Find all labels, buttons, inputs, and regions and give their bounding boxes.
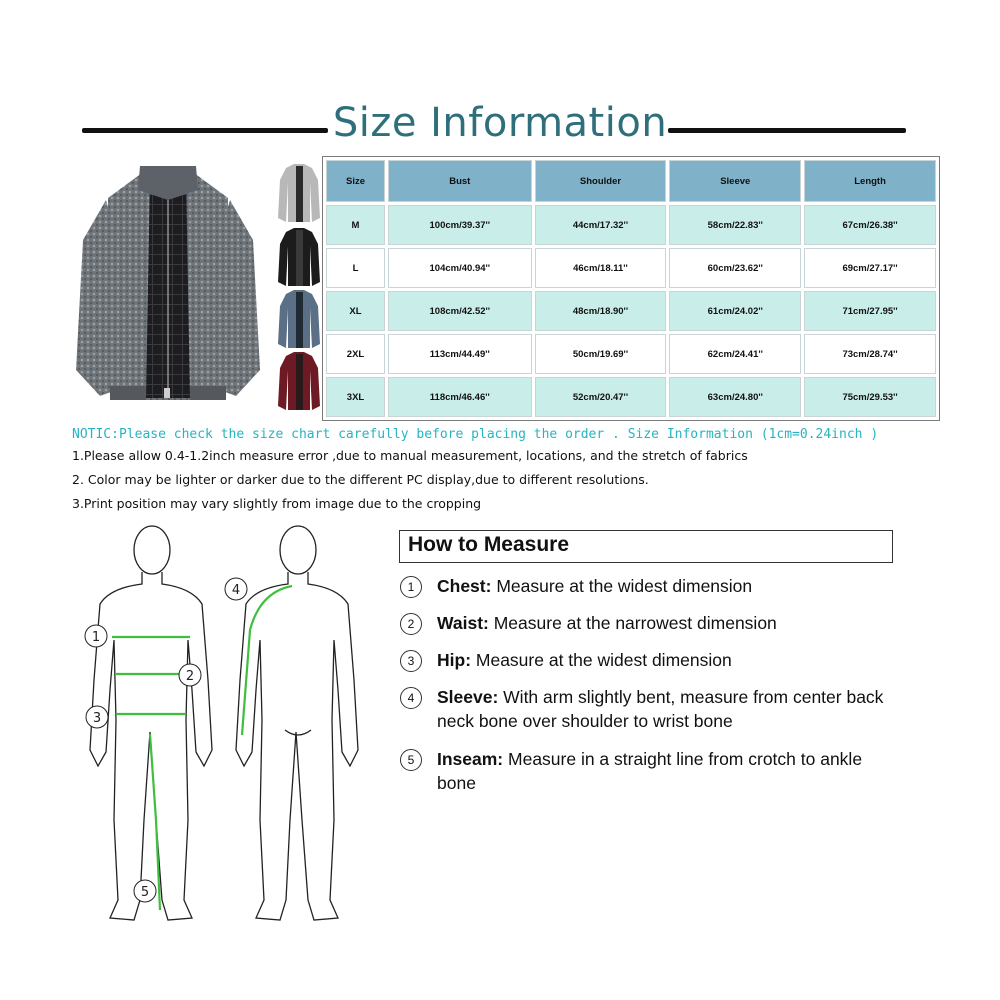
- cell-shoulder: 50cm/19.69'': [535, 334, 667, 374]
- table-row: [326, 291, 936, 331]
- measure-number: 5: [400, 749, 422, 771]
- cell-bust: 108cm/42.52'': [388, 291, 532, 331]
- body-measurement-diagram: [70, 520, 380, 940]
- gray-zip-cardigan-image: [68, 160, 268, 410]
- title-rule-left: [82, 128, 328, 133]
- cell-length: 75cm/29.53'': [804, 377, 936, 417]
- table-row: [326, 334, 936, 374]
- cell-sleeve: 62cm/24.41'': [669, 334, 801, 374]
- note-1: 1.Please allow 0.4-1.2inch measure error ,due to manual measurement, locations, and the stretch of fabrics: [72, 448, 748, 463]
- how-to-measure-title: How to Measure: [408, 533, 570, 556]
- cell-length: 67cm/26.38'': [804, 205, 936, 245]
- cell-length: 73cm/28.74'': [804, 334, 936, 374]
- header-sleeve: Sleeve: [669, 160, 801, 202]
- cell-bust: 100cm/39.37'': [388, 205, 532, 245]
- cell-sleeve: 58cm/22.83'': [669, 205, 801, 245]
- cell-size: L: [326, 248, 385, 288]
- measure-term: Inseam:: [437, 749, 504, 769]
- measure-number: 1: [400, 576, 422, 598]
- measure-term: Chest:: [437, 576, 492, 596]
- diagram-label-2: 2: [185, 669, 195, 684]
- page-title: Size Information: [332, 100, 668, 146]
- cell-bust: 118cm/46.46'': [388, 377, 532, 417]
- diagram-label-4: 4: [231, 583, 241, 598]
- diagram-label-5: 5: [140, 885, 150, 900]
- title-rule-right: [668, 128, 906, 133]
- measure-term: Sleeve:: [437, 687, 499, 707]
- blue-gray-cardigan-image: [276, 288, 322, 350]
- cell-length: 69cm/27.17'': [804, 248, 936, 288]
- cell-size: XL: [326, 291, 385, 331]
- header-bust: Bust: [388, 160, 532, 202]
- measure-term: Waist:: [437, 613, 489, 633]
- light-gray-cardigan-image: [276, 162, 322, 224]
- black-cardigan-image: [276, 226, 322, 288]
- diagram-label-3: 3: [92, 711, 102, 726]
- cell-size: M: [326, 205, 385, 245]
- cell-sleeve: 60cm/23.62'': [669, 248, 801, 288]
- measure-number: 4: [400, 687, 422, 709]
- table-row: [326, 377, 936, 417]
- cell-shoulder: 44cm/17.32'': [535, 205, 667, 245]
- measure-term: Hip:: [437, 650, 472, 670]
- cell-shoulder: 46cm/18.11'': [535, 248, 667, 288]
- header-shoulder: Shoulder: [535, 160, 667, 202]
- cell-sleeve: 61cm/24.02'': [669, 291, 801, 331]
- measure-desc: Measure in a straight line from crotch to ankle bone: [437, 749, 863, 793]
- note-2: 2. Color may be lighter or darker due to the different PC display,due to different resolutions.: [72, 472, 649, 487]
- measure-number: 2: [400, 613, 422, 635]
- cell-bust: 104cm/40.94'': [388, 248, 532, 288]
- measure-desc: Measure at the widest dimension: [491, 576, 753, 596]
- cell-size: 3XL: [326, 377, 385, 417]
- diagram-label-1: 1: [91, 630, 101, 645]
- note-3: 3.Print position may vary slightly from image due to the cropping: [72, 496, 482, 511]
- cell-size: 2XL: [326, 334, 385, 374]
- cell-shoulder: 52cm/20.47'': [535, 377, 667, 417]
- cell-length: 71cm/27.95'': [804, 291, 936, 331]
- header-size: Size: [326, 160, 385, 202]
- measure-number: 3: [400, 650, 422, 672]
- notic-text: NOTIC:Please check the size chart carefully before placing the order . Size Information (1cm=0.24inch ): [72, 427, 879, 442]
- size-table: [322, 156, 940, 421]
- measure-desc: Measure at the narrowest dimension: [488, 613, 777, 633]
- wine-red-cardigan-image: [276, 350, 322, 412]
- cell-shoulder: 48cm/18.90'': [535, 291, 667, 331]
- header-length: Length: [804, 160, 936, 202]
- cell-bust: 113cm/44.49'': [388, 334, 532, 374]
- table-header-row: [326, 160, 936, 202]
- measure-desc: Measure at the widest dimension: [471, 650, 732, 670]
- table-row: [326, 205, 936, 245]
- table-row: [326, 248, 936, 288]
- cell-sleeve: 63cm/24.80'': [669, 377, 801, 417]
- measure-desc: With arm slightly bent, measure from center back neck bone over shoulder to wrist bone: [437, 687, 884, 731]
